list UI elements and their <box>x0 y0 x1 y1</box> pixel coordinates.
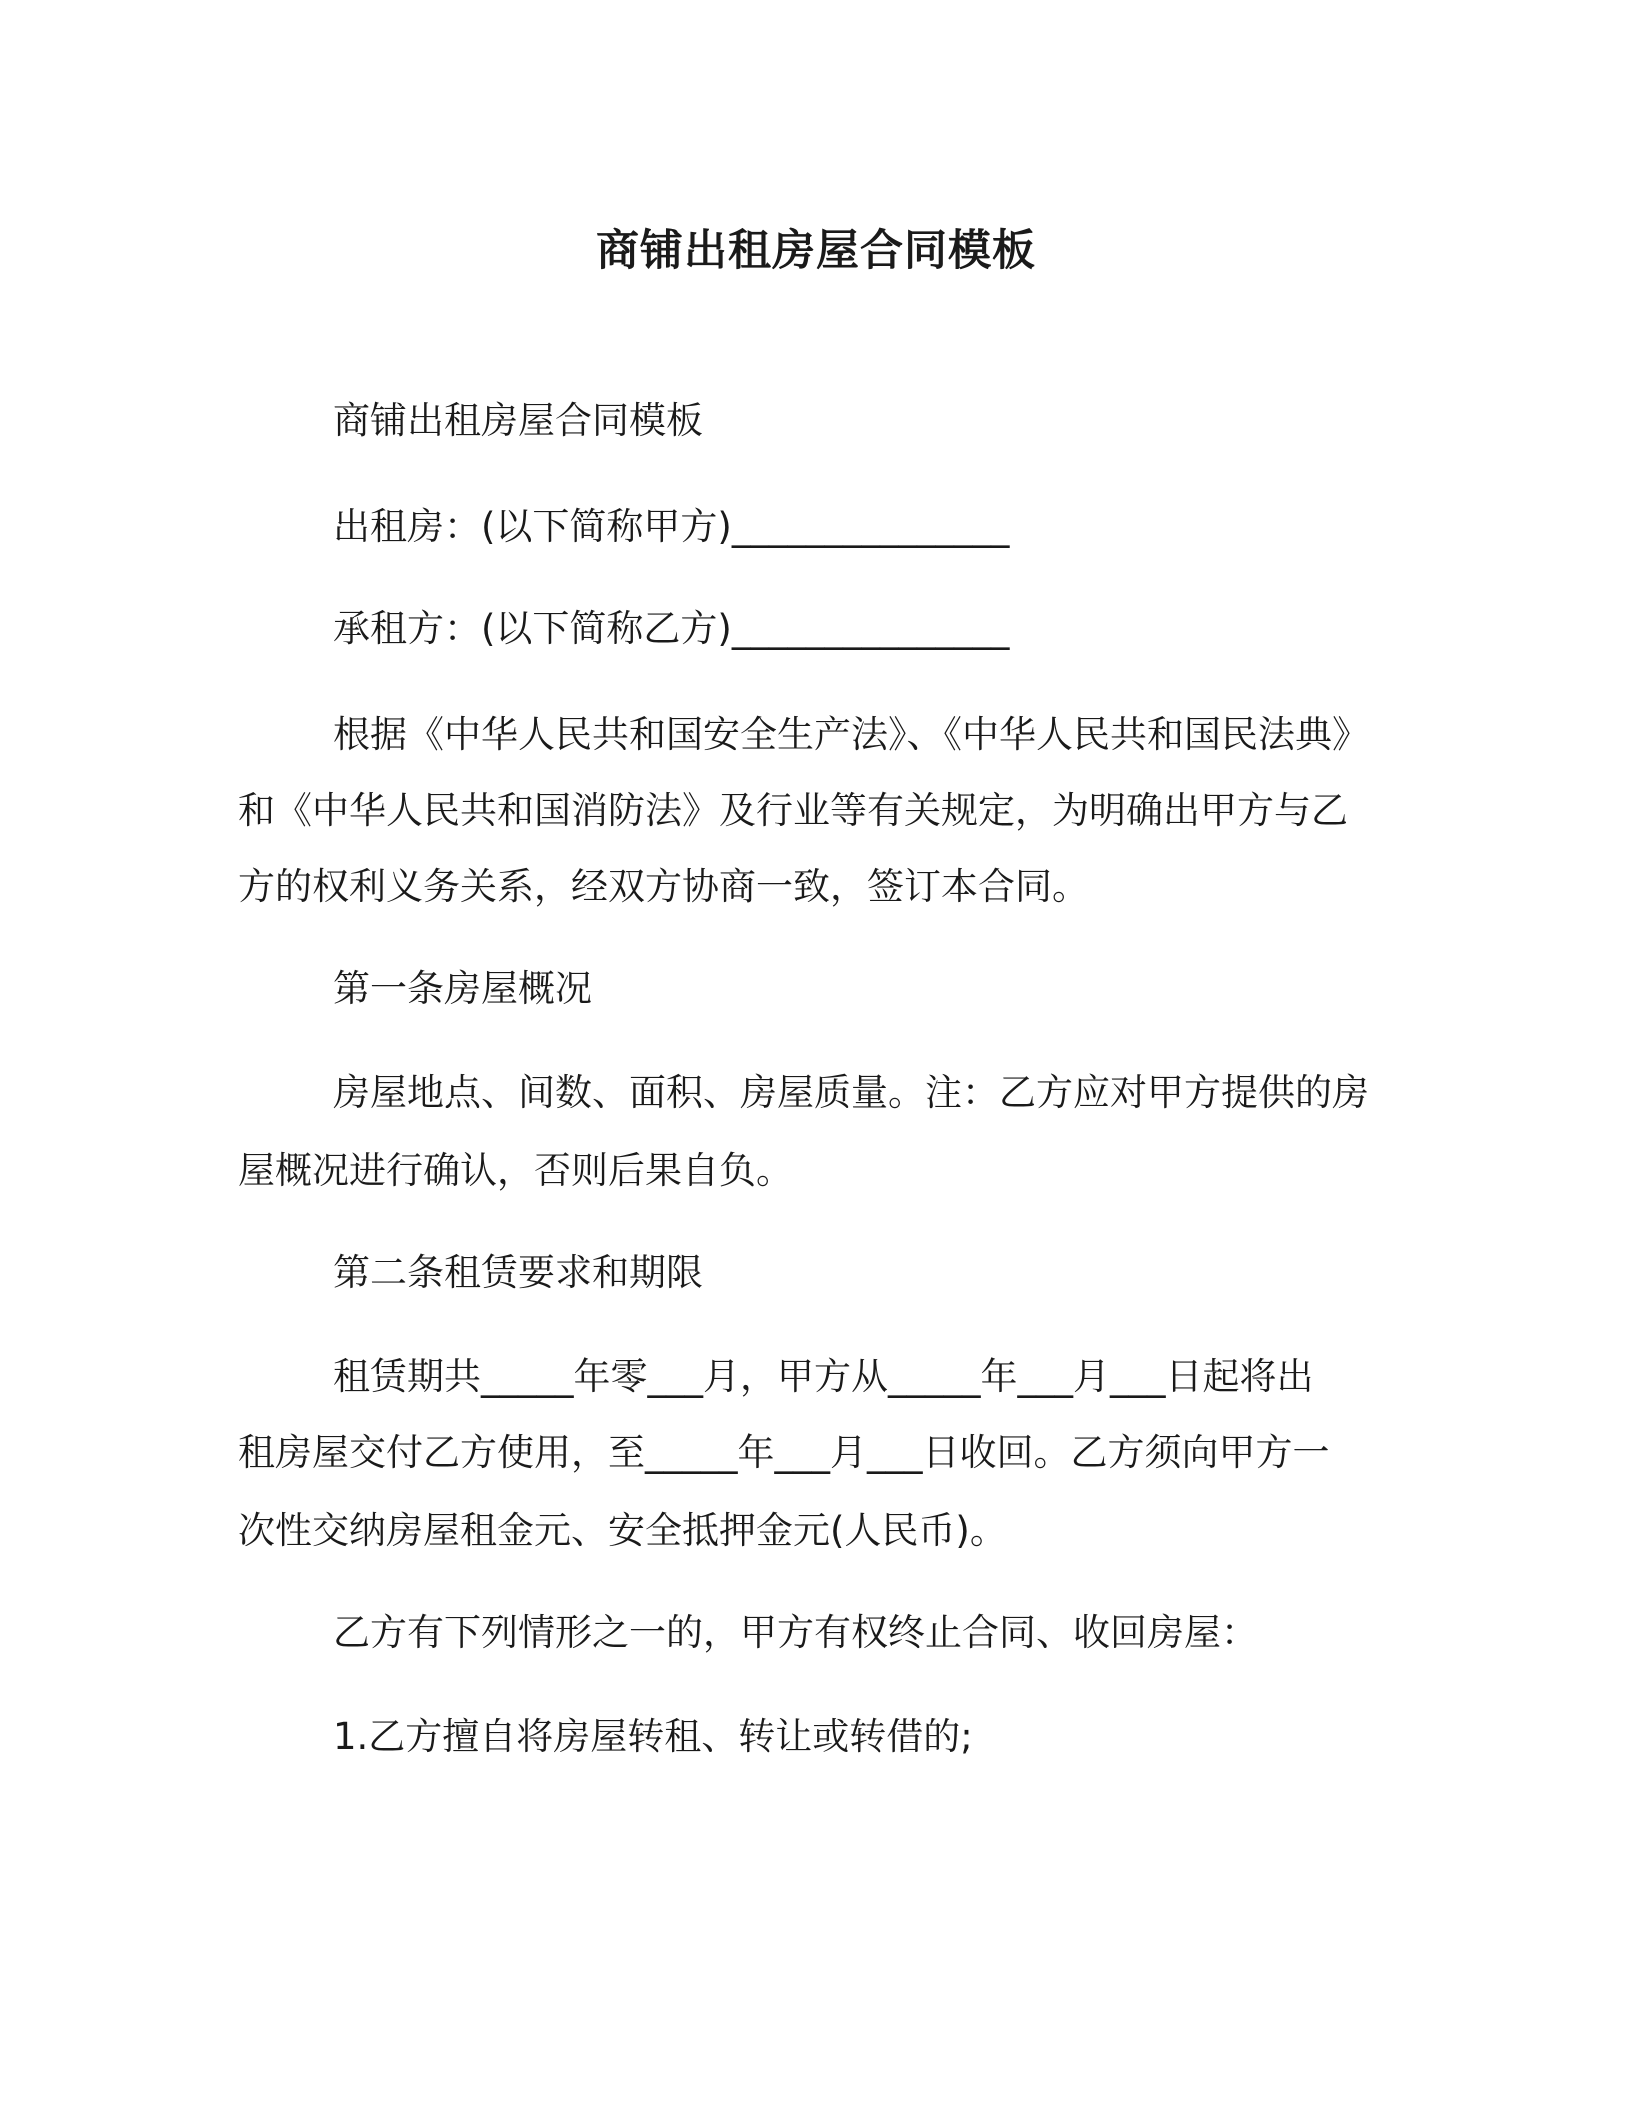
article-1-heading: 第一条房屋概况 <box>333 967 592 1010</box>
article-1-body-line-1: 房屋地点、间数、面积、房屋质量。注：乙方应对甲方提供的房 <box>333 1071 1369 1114</box>
preamble-line-3: 方的权利义务关系，经双方协商一致，签订本合同。 <box>238 865 1089 908</box>
subtitle-line: 商铺出租房屋合同模板 <box>333 399 703 442</box>
preamble-line-2: 和《中华人民共和国消防法》及行业等有关规定，为明确出甲方与乙 <box>238 789 1348 832</box>
termination-item-1: 1.乙方擅自将房屋转租、转让或转借的; <box>333 1715 973 1758</box>
article-2-body-line-2: 租房屋交付乙方使用，至_____年___月___日收回。乙方须向甲方一 <box>238 1431 1330 1474</box>
article-2-body-line-3: 次性交纳房屋租金元、安全抵押金元(人民币)。 <box>238 1509 1007 1552</box>
article-2-heading: 第二条租赁要求和期限 <box>333 1251 703 1294</box>
termination-intro: 乙方有下列情形之一的，甲方有权终止合同、收回房屋： <box>333 1611 1258 1654</box>
article-1-body-line-2: 屋概况进行确认，否则后果自负。 <box>238 1149 793 1192</box>
lessor-line: 出租房：(以下简称甲方)_______________ <box>333 505 1010 548</box>
lessee-line: 承租方：(以下简称乙方)_______________ <box>333 607 1010 650</box>
article-2-body-line-1: 租赁期共_____年零___月，甲方从_____年___月___日起将出 <box>333 1355 1314 1398</box>
preamble-line-1: 根据《中华人民共和国安全生产法》、《中华人民共和国民法典》 <box>333 713 1369 756</box>
document-title: 商铺出租房屋合同模板 <box>596 226 1036 276</box>
